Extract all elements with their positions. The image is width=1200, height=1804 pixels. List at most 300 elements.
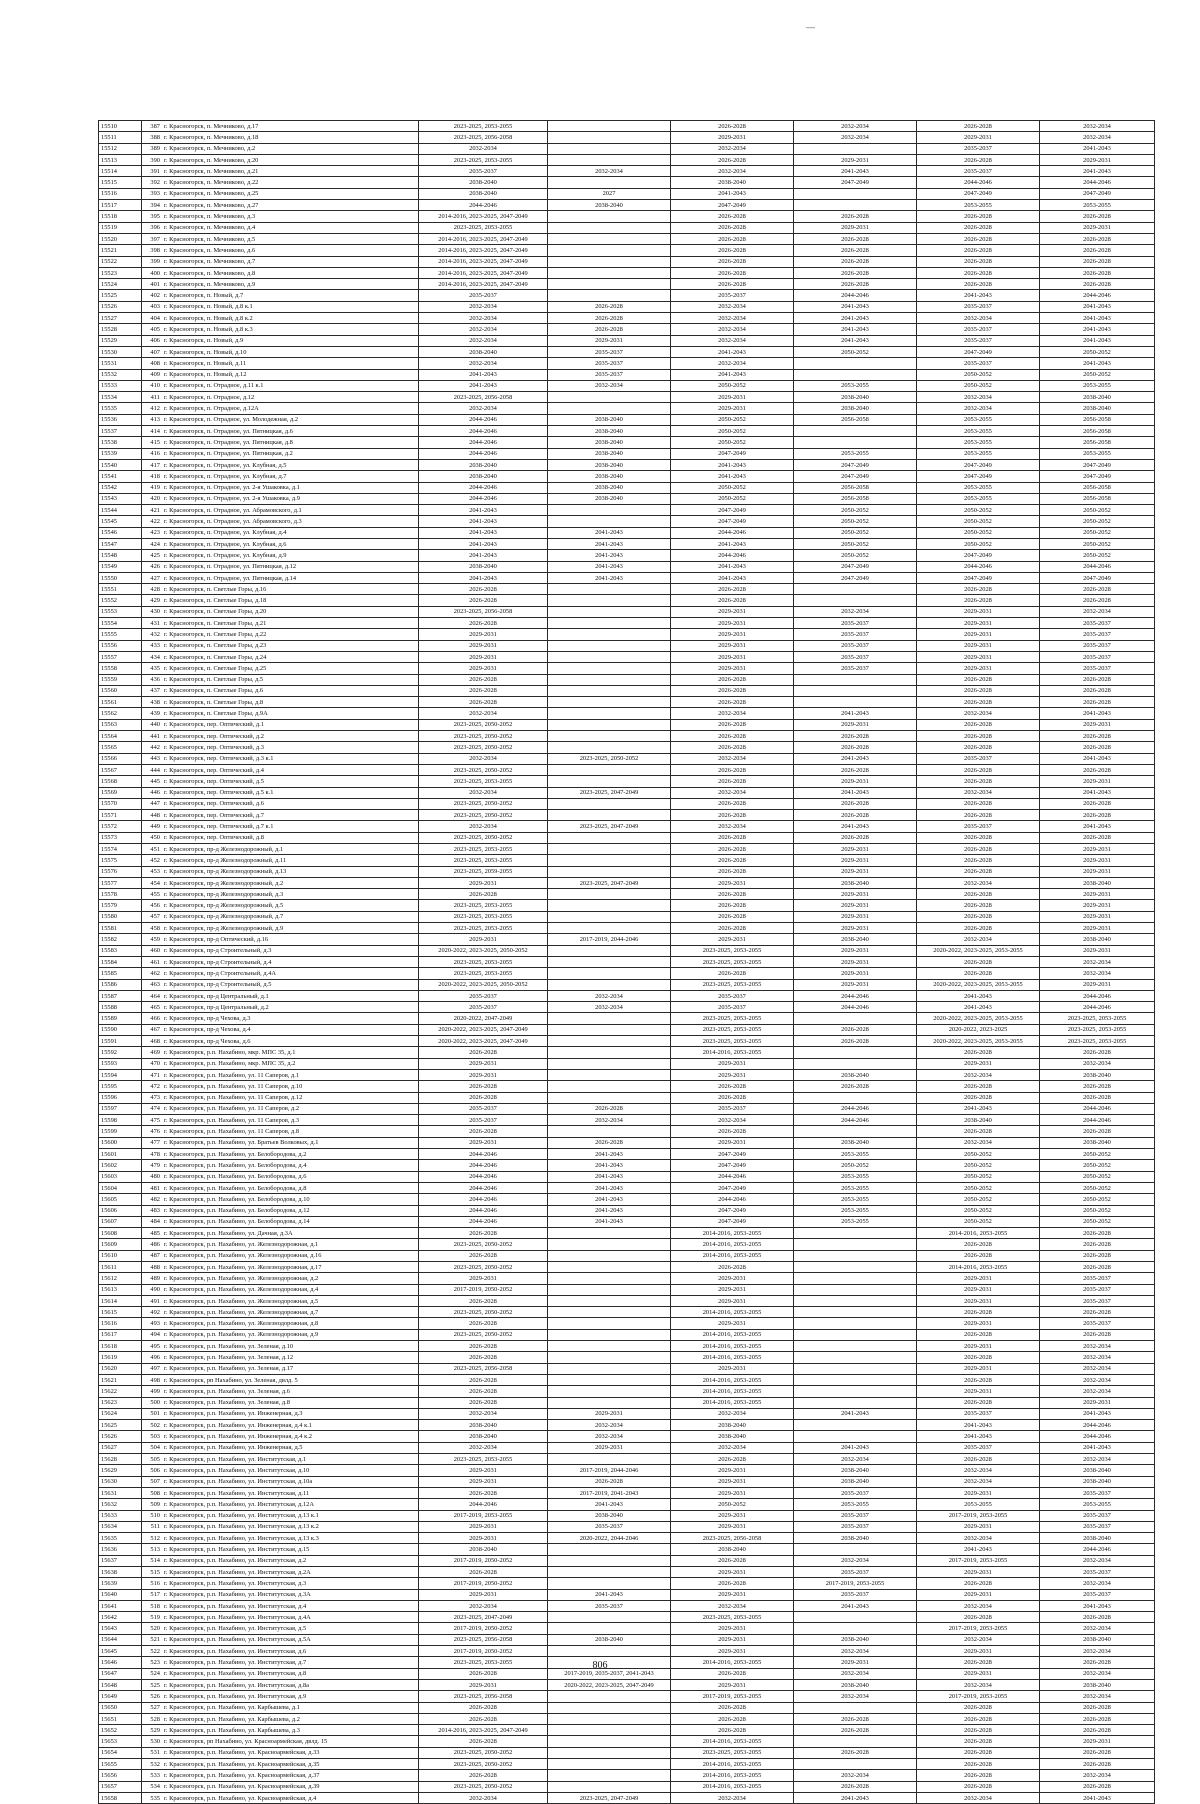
row-id-cell: 15581: [99, 923, 142, 934]
period-cell-6: 2026-2028: [1040, 267, 1155, 278]
period-cell-5: 2026-2028: [917, 855, 1040, 866]
period-cell-6: 2026-2028: [1040, 1307, 1155, 1318]
period-cell-6: 2056-2058: [1040, 493, 1155, 504]
row-number-cell: 502: [142, 1420, 163, 1431]
period-cell-1: 2026-2028: [419, 1668, 548, 1679]
period-cell-2: [548, 1397, 671, 1408]
period-cell-4: 2035-2037: [794, 1589, 917, 1600]
period-cell-6: 2035-2037: [1040, 1295, 1155, 1306]
period-cell-4: [794, 1284, 917, 1295]
period-cell-2: 2035-2037: [548, 358, 671, 369]
period-cell-4: 2035-2037: [794, 663, 917, 674]
period-cell-6: 2026-2028: [1040, 1657, 1155, 1668]
row-number-cell: 491: [142, 1295, 163, 1306]
address-cell: г. Красногорск, р.п. Нахабино, ул. Белобородова, д.12: [162, 1205, 419, 1216]
period-cell-2: [548, 222, 671, 233]
period-cell-2: 2026-2028: [548, 1103, 671, 1114]
period-cell-3: 2026-2028: [671, 1713, 794, 1724]
address-cell: г. Красногорск, п. Светлые Горы, д.18: [162, 595, 419, 606]
period-cell-5: 2035-2037: [917, 335, 1040, 346]
address-cell: г. Красногорск, пр-д Центральный, д.2: [162, 1002, 419, 1013]
row-number-cell: 405: [142, 324, 163, 335]
period-cell-4: 2038-2040: [794, 1137, 917, 1148]
period-cell-1: 2032-2034: [419, 821, 548, 832]
period-cell-1: 2026-2028: [419, 1386, 548, 1397]
period-cell-2: [548, 798, 671, 809]
period-cell-1: 2023-2025, 2053-2055: [419, 844, 548, 855]
row-id-cell: 15626: [99, 1431, 142, 1442]
address-cell: г. Красногорск, пр-д Железнодорожный, д.5: [162, 900, 419, 911]
row-number-cell: 412: [142, 403, 163, 414]
period-cell-1: 2014-2016, 2023-2025, 2047-2049: [419, 279, 548, 290]
period-cell-4: 2026-2028: [794, 764, 917, 775]
row-number-cell: 442: [142, 742, 163, 753]
period-cell-5: 2050-2052: [917, 527, 1040, 538]
table-row: [99, 459, 1155, 470]
address-cell: г. Красногорск, п. Отрадное, ул. Молодежная, д.2: [162, 414, 419, 425]
row-id-cell: 15516: [99, 188, 142, 199]
period-cell-1: 2020-2022, 2023-2025, 2047-2049: [419, 1024, 548, 1035]
period-cell-6: 2044-2046: [1040, 1115, 1155, 1126]
period-cell-1: 2029-2031: [419, 1058, 548, 1069]
row-id-cell: 15639: [99, 1578, 142, 1589]
row-id-cell: 15564: [99, 731, 142, 742]
row-number-cell: 514: [142, 1555, 163, 1566]
address-cell: г. Красногорск, п. Светлые Горы, д.6: [162, 685, 419, 696]
period-cell-2: 2038-2040: [548, 414, 671, 425]
row-number-cell: 506: [142, 1465, 163, 1476]
period-cell-2: [548, 663, 671, 674]
period-cell-6: 2044-2046: [1040, 177, 1155, 188]
period-cell-1: 2041-2043: [419, 369, 548, 380]
period-cell-5: 2050-2052: [917, 1182, 1040, 1193]
period-cell-3: 2029-2031: [671, 1679, 794, 1690]
period-cell-6: 2026-2028: [1040, 1612, 1155, 1623]
address-cell: г. Красногорск, пр-д Железнодорожный, д.1: [162, 844, 419, 855]
row-number-cell: 403: [142, 301, 163, 312]
period-cell-5: 2044-2046: [917, 177, 1040, 188]
period-cell-3: 2032-2034: [671, 335, 794, 346]
address-cell: г. Красногорск, р.п. Нахабино, ул. Институтская, д.8а: [162, 1679, 419, 1690]
row-id-cell: 15556: [99, 640, 142, 651]
table-row: [99, 1736, 1155, 1747]
period-cell-5: 2041-2043: [917, 990, 1040, 1001]
period-cell-4: 2032-2034: [794, 606, 917, 617]
row-id-cell: 15517: [99, 200, 142, 211]
period-cell-2: [548, 844, 671, 855]
period-cell-6: 2041-2043: [1040, 166, 1155, 177]
period-cell-4: 2029-2031: [794, 945, 917, 956]
row-number-cell: 520: [142, 1623, 163, 1634]
period-cell-1: 2029-2031: [419, 651, 548, 662]
period-cell-3: 2041-2043: [671, 369, 794, 380]
row-id-cell: 15578: [99, 889, 142, 900]
row-id-cell: 15615: [99, 1307, 142, 1318]
period-cell-5: 2029-2031: [917, 1058, 1040, 1069]
row-number-cell: 411: [142, 392, 163, 403]
row-id-cell: 15531: [99, 358, 142, 369]
period-cell-4: 2026-2028: [794, 1713, 917, 1724]
period-cell-6: 2038-2040: [1040, 392, 1155, 403]
address-cell: г. Красногорск, п. Отрадное, д.12: [162, 392, 419, 403]
period-cell-1: 2014-2016, 2023-2025, 2047-2049: [419, 256, 548, 267]
row-number-cell: 511: [142, 1521, 163, 1532]
period-cell-4: 2029-2031: [794, 956, 917, 967]
row-id-cell: 15599: [99, 1126, 142, 1137]
period-cell-3: 2029-2031: [671, 606, 794, 617]
address-cell: г. Красногорск, р.п. Нахабино, ул. Институтская, д.1: [162, 1454, 419, 1465]
period-cell-3: 2029-2031: [671, 1069, 794, 1080]
row-number-cell: 395: [142, 211, 163, 222]
period-cell-5: 2035-2037: [917, 1442, 1040, 1453]
period-cell-5: 2029-2031: [917, 1284, 1040, 1295]
period-cell-3: 2032-2034: [671, 143, 794, 154]
period-cell-1: 2026-2028: [419, 1250, 548, 1261]
row-number-cell: 513: [142, 1544, 163, 1555]
period-cell-1: 2032-2034: [419, 143, 548, 154]
address-cell: г. Красногорск, п. Отрадное, ул. Абрамовского, д.1: [162, 505, 419, 516]
period-cell-4: 2026-2028: [794, 267, 917, 278]
table-row: [99, 1024, 1155, 1035]
period-cell-5: 2050-2052: [917, 1149, 1040, 1160]
period-cell-6: 2032-2034: [1040, 1058, 1155, 1069]
row-id-cell: 15551: [99, 584, 142, 595]
period-cell-6: 2044-2046: [1040, 1002, 1155, 1013]
row-number-cell: 454: [142, 877, 163, 888]
period-cell-6: 2026-2028: [1040, 595, 1155, 606]
row-id-cell: 15524: [99, 279, 142, 290]
period-cell-4: [794, 1318, 917, 1329]
period-cell-6: 2038-2040: [1040, 1679, 1155, 1690]
address-cell: г. Красногорск, р.п. Нахабино, ул. Институтская, д.13 к.1: [162, 1510, 419, 1521]
period-cell-5: 2029-2031: [917, 1521, 1040, 1532]
table-row: [99, 392, 1155, 403]
row-id-cell: 15616: [99, 1318, 142, 1329]
period-cell-4: 2038-2040: [794, 1476, 917, 1487]
period-cell-1: 2026-2028: [419, 685, 548, 696]
period-cell-1: 2032-2034: [419, 335, 548, 346]
table-row: [99, 1702, 1155, 1713]
period-cell-6: 2035-2037: [1040, 1273, 1155, 1284]
row-number-cell: 462: [142, 968, 163, 979]
row-id-cell: 15579: [99, 900, 142, 911]
period-cell-2: [548, 1318, 671, 1329]
row-id-cell: 15525: [99, 290, 142, 301]
period-cell-5: 2050-2052: [917, 380, 1040, 391]
row-number-cell: 479: [142, 1160, 163, 1171]
period-cell-2: [548, 177, 671, 188]
table-row: [99, 561, 1155, 572]
table-row: [99, 324, 1155, 335]
row-id-cell: 15638: [99, 1567, 142, 1578]
table-row: [99, 538, 1155, 549]
address-cell: г. Красногорск, пер. Оптический, д.5 к.1: [162, 787, 419, 798]
period-cell-6: 2032-2034: [1040, 956, 1155, 967]
period-cell-4: 2047-2049: [794, 471, 917, 482]
period-cell-1: 2023-2025, 2050-2052: [419, 810, 548, 821]
period-cell-1: 2038-2040: [419, 1544, 548, 1555]
period-cell-2: [548, 1646, 671, 1657]
period-cell-5: 2053-2055: [917, 200, 1040, 211]
period-cell-3: 2014-2016, 2053-2055: [671, 1329, 794, 1340]
period-cell-4: [794, 188, 917, 199]
period-cell-3: 2032-2034: [671, 708, 794, 719]
period-cell-1: 2017-2019, 2050-2052: [419, 1623, 548, 1634]
period-cell-1: 2035-2037: [419, 1115, 548, 1126]
period-cell-2: [548, 1273, 671, 1284]
table-row: [99, 1521, 1155, 1532]
period-cell-3: 2026-2028: [671, 1454, 794, 1465]
address-cell: г. Красногорск, пер. Оптический, д.4: [162, 764, 419, 775]
period-cell-5: 2017-2019, 2053-2055: [917, 1510, 1040, 1521]
period-cell-6: 2032-2034: [1040, 1363, 1155, 1374]
period-cell-2: 2041-2043: [548, 1589, 671, 1600]
row-id-cell: 15628: [99, 1454, 142, 1465]
period-cell-4: 2035-2037: [794, 629, 917, 640]
address-cell: г. Красногорск, пр-д Оптический, д.16: [162, 934, 419, 945]
row-id-cell: 15611: [99, 1261, 142, 1272]
row-number-cell: 387: [142, 121, 163, 132]
period-cell-6: 2029-2031: [1040, 154, 1155, 165]
table-row: [99, 1691, 1155, 1702]
period-cell-5: 2047-2049: [917, 471, 1040, 482]
period-cell-6: 2044-2046: [1040, 1431, 1155, 1442]
row-id-cell: 15558: [99, 663, 142, 674]
period-cell-6: 2056-2058: [1040, 482, 1155, 493]
period-cell-4: [794, 358, 917, 369]
period-cell-3: 2026-2028: [671, 1092, 794, 1103]
period-cell-4: 2026-2028: [794, 1747, 917, 1758]
period-cell-3: 2026-2028: [671, 832, 794, 843]
period-cell-1: 2038-2040: [419, 1431, 548, 1442]
period-cell-3: 2032-2034: [671, 1792, 794, 1803]
table-row: [99, 132, 1155, 143]
row-id-cell: 15549: [99, 561, 142, 572]
row-number-cell: 503: [142, 1431, 163, 1442]
row-number-cell: 523: [142, 1657, 163, 1668]
period-cell-1: 2023-2025, 2053-2055: [419, 154, 548, 165]
period-cell-2: [548, 1578, 671, 1589]
period-cell-5: 2026-2028: [917, 764, 1040, 775]
table-row: [99, 1239, 1155, 1250]
period-cell-1: 2029-2031: [419, 629, 548, 640]
period-cell-2: [548, 1691, 671, 1702]
period-cell-2: [548, 640, 671, 651]
row-number-cell: 435: [142, 663, 163, 674]
period-cell-6: 2032-2034: [1040, 1770, 1155, 1781]
period-cell-5: 2026-2028: [917, 832, 1040, 843]
table-row: [99, 1261, 1155, 1272]
address-cell: г. Красногорск, р.п. Нахабино, ул. Железнодорожная, д.9: [162, 1329, 419, 1340]
address-cell: г. Красногорск, п. Мечниково, д.25: [162, 188, 419, 199]
period-cell-3: 2044-2046: [671, 1171, 794, 1182]
period-cell-2: 2026-2028: [548, 1476, 671, 1487]
period-cell-5: 2029-2031: [917, 618, 1040, 629]
period-cell-4: 2053-2055: [794, 1194, 917, 1205]
period-cell-4: 2026-2028: [794, 1781, 917, 1792]
row-id-cell: 15605: [99, 1194, 142, 1205]
period-cell-3: 2038-2040: [671, 1420, 794, 1431]
table-row: [99, 1420, 1155, 1431]
period-cell-1: 2026-2028: [419, 1487, 548, 1498]
period-cell-5: 2029-2031: [917, 1567, 1040, 1578]
row-id-cell: 15654: [99, 1747, 142, 1758]
period-cell-5: 2026-2028: [917, 154, 1040, 165]
period-cell-3: 2023-2025, 2053-2055: [671, 1747, 794, 1758]
row-id-cell: 15641: [99, 1600, 142, 1611]
table-row: [99, 527, 1155, 538]
address-cell: г. Красногорск, п. Мечниково, д.27: [162, 200, 419, 211]
row-number-cell: 415: [142, 437, 163, 448]
period-cell-1: 2023-2025, 2053-2055: [419, 222, 548, 233]
table-row: [99, 934, 1155, 945]
table-row: [99, 1295, 1155, 1306]
period-cell-4: 2053-2055: [794, 1216, 917, 1227]
period-cell-6: 2047-2049: [1040, 471, 1155, 482]
period-cell-6: 2035-2037: [1040, 1510, 1155, 1521]
address-cell: г. Красногорск, р.п. Нахабино, ул. Красноармейская, д.37: [162, 1770, 419, 1781]
period-cell-6: 2038-2040: [1040, 1634, 1155, 1645]
address-cell: г. Красногорск, пр-д Железнодорожный, д.7: [162, 911, 419, 922]
period-cell-4: [794, 1702, 917, 1713]
row-id-cell: 15643: [99, 1623, 142, 1634]
row-number-cell: 414: [142, 426, 163, 437]
period-cell-2: 2023-2025, 2047-2049: [548, 787, 671, 798]
period-cell-6: 2056-2058: [1040, 414, 1155, 425]
row-id-cell: 15619: [99, 1352, 142, 1363]
table-row: [99, 1205, 1155, 1216]
address-cell: г. Красногорск, р.п. Нахабино, ул. Институтская, д.3А: [162, 1589, 419, 1600]
period-cell-6: 2035-2037: [1040, 1567, 1155, 1578]
row-number-cell: 505: [142, 1454, 163, 1465]
period-cell-2: [548, 267, 671, 278]
period-cell-3: 2050-2052: [671, 493, 794, 504]
period-cell-1: 2023-2025, 2050-2052: [419, 798, 548, 809]
period-cell-1: 2023-2025, 2053-2055: [419, 1454, 548, 1465]
row-number-cell: 516: [142, 1578, 163, 1589]
period-cell-6: 2026-2028: [1040, 685, 1155, 696]
period-cell-5: 2026-2028: [917, 256, 1040, 267]
row-number-cell: 485: [142, 1228, 163, 1239]
address-cell: г. Красногорск, п. Отрадное, ул. Пятницкая, д.8: [162, 437, 419, 448]
period-cell-3: 2026-2028: [671, 233, 794, 244]
period-cell-2: [548, 1555, 671, 1566]
row-id-cell: 15653: [99, 1736, 142, 1747]
period-cell-1: 2029-2031: [419, 1521, 548, 1532]
period-cell-3: 2029-2031: [671, 403, 794, 414]
period-cell-3: 2029-2031: [671, 1567, 794, 1578]
period-cell-6: 2056-2058: [1040, 437, 1155, 448]
period-cell-5: 2053-2055: [917, 1499, 1040, 1510]
period-cell-4: 2047-2049: [794, 177, 917, 188]
period-cell-1: 2023-2025, 2056-2058: [419, 1634, 548, 1645]
period-cell-5: 2017-2019, 2053-2055: [917, 1691, 1040, 1702]
period-cell-6: 2041-2043: [1040, 753, 1155, 764]
address-cell: г. Красногорск, п. Мечниково, д.18: [162, 132, 419, 143]
address-cell: г. Красногорск, р.п. Нахабино, ул. Красноармейская, д.39: [162, 1781, 419, 1792]
row-id-cell: 15607: [99, 1216, 142, 1227]
row-id-cell: 15594: [99, 1069, 142, 1080]
table-row: [99, 844, 1155, 855]
row-id-cell: 15640: [99, 1589, 142, 1600]
table-row: [99, 1533, 1155, 1544]
period-cell-2: [548, 810, 671, 821]
period-cell-2: [548, 1747, 671, 1758]
table-row: [99, 1182, 1155, 1193]
address-cell: г. Красногорск, п. Мечниково, д.9: [162, 279, 419, 290]
table-row: [99, 956, 1155, 967]
period-cell-1: 2038-2040: [419, 471, 548, 482]
address-cell: г. Красногорск, р.п. Нахабино, ул. Белобородова, д.8: [162, 1182, 419, 1193]
period-cell-4: 2026-2028: [794, 1081, 917, 1092]
period-cell-3: 2035-2037: [671, 1103, 794, 1114]
address-cell: г. Красногорск, р.п. Нахабино, ул. Дачная, д.3А: [162, 1228, 419, 1239]
row-number-cell: 452: [142, 855, 163, 866]
period-cell-1: 2023-2025, 2050-2052: [419, 1261, 548, 1272]
table-row: [99, 1352, 1155, 1363]
period-cell-5: 2032-2034: [917, 1600, 1040, 1611]
row-id-cell: 15534: [99, 392, 142, 403]
row-number-cell: 492: [142, 1307, 163, 1318]
period-cell-3: 2041-2043: [671, 572, 794, 583]
period-cell-4: 2038-2040: [794, 877, 917, 888]
period-cell-1: 2026-2028: [419, 1770, 548, 1781]
period-cell-6: 2032-2034: [1040, 121, 1155, 132]
row-number-cell: 441: [142, 731, 163, 742]
period-cell-3: 2014-2016, 2053-2055: [671, 1397, 794, 1408]
table-row: [99, 1725, 1155, 1736]
table-row: [99, 1634, 1155, 1645]
row-id-cell: 15621: [99, 1374, 142, 1385]
row-number-cell: 432: [142, 629, 163, 640]
period-cell-2: 2027: [548, 188, 671, 199]
period-cell-1: 2032-2034: [419, 313, 548, 324]
period-cell-6: 2026-2028: [1040, 731, 1155, 742]
address-cell: г. Красногорск, р.п. Нахабино, ул. Институтская, д.2: [162, 1555, 419, 1566]
period-cell-6: 2041-2043: [1040, 335, 1155, 346]
table-row: [99, 877, 1155, 888]
row-number-cell: 420: [142, 493, 163, 504]
row-id-cell: 15631: [99, 1487, 142, 1498]
period-cell-5: 2026-2028: [917, 968, 1040, 979]
table-row: [99, 719, 1155, 730]
period-cell-2: 2020-2022, 2023-2025, 2047-2049: [548, 1679, 671, 1690]
period-cell-1: 2044-2046: [419, 437, 548, 448]
period-cell-1: 2023-2025, 2050-2052: [419, 764, 548, 775]
period-cell-4: 2026-2028: [794, 832, 917, 843]
period-cell-6: 2026-2028: [1040, 1081, 1155, 1092]
address-cell: г. Красногорск, п. Новый, д.12: [162, 369, 419, 380]
row-id-cell: 15567: [99, 764, 142, 775]
row-id-cell: 15636: [99, 1544, 142, 1555]
row-number-cell: 391: [142, 166, 163, 177]
period-cell-1: 2044-2046: [419, 1194, 548, 1205]
row-id-cell: 15600: [99, 1137, 142, 1148]
table-row: [99, 1126, 1155, 1137]
period-cell-1: 2029-2031: [419, 1069, 548, 1080]
period-cell-3: 2029-2031: [671, 1284, 794, 1295]
period-cell-3: 2047-2049: [671, 1149, 794, 1160]
period-cell-6: 2038-2040: [1040, 403, 1155, 414]
period-cell-4: 2047-2049: [794, 459, 917, 470]
register-table: [98, 120, 1155, 1804]
address-cell: г. Красногорск, п. Отрадное, ул. Клубная, д.4: [162, 527, 419, 538]
period-cell-4: 2026-2028: [794, 245, 917, 256]
period-cell-2: 2041-2043: [548, 1182, 671, 1193]
period-cell-1: 2014-2016, 2023-2025, 2047-2049: [419, 211, 548, 222]
period-cell-3: 2023-2025, 2053-2055: [671, 945, 794, 956]
period-cell-6: 2041-2043: [1040, 1792, 1155, 1803]
